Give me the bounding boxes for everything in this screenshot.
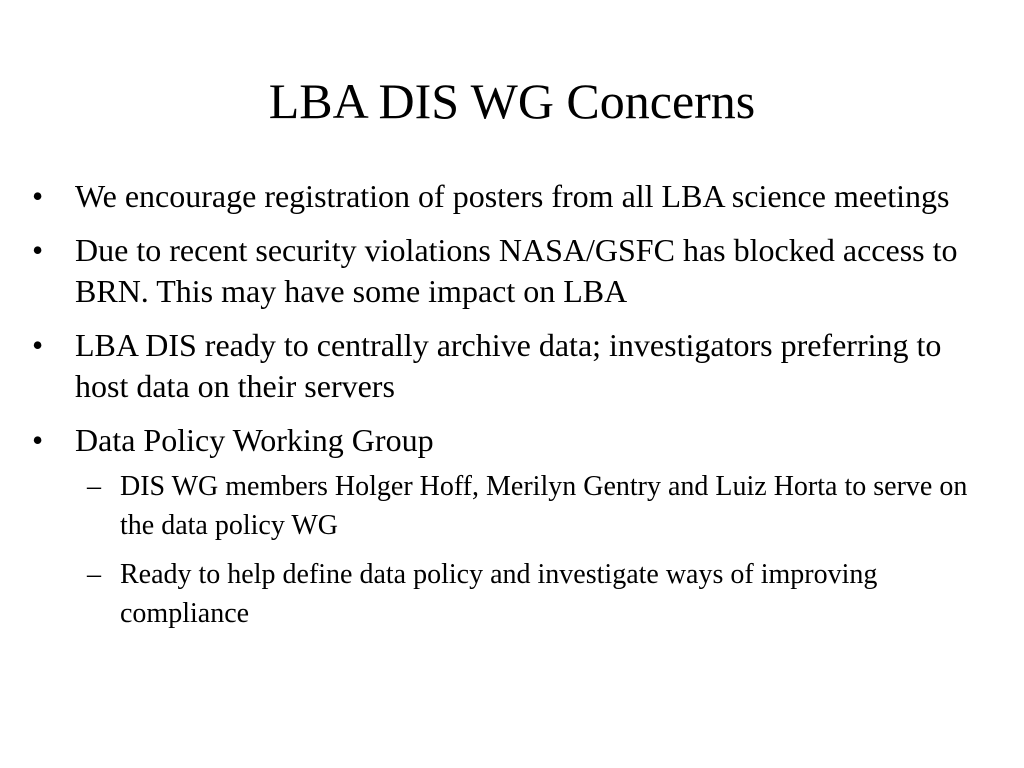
sub-bullet-text: DIS WG members Holger Hoff, Merilyn Gentry and Luiz Horta to serve on the data policy WG xyxy=(120,471,968,541)
sub-bullet-item xyxy=(75,467,992,545)
bullet-item xyxy=(32,176,992,217)
bullet-item xyxy=(32,230,992,312)
bullet-text: Data Policy Working Group xyxy=(75,422,434,458)
sub-bullet-marker: – xyxy=(87,559,101,590)
bullet-text: We encourage registration of posters from all LBA science meetings xyxy=(75,178,950,214)
bullet-list xyxy=(32,176,992,646)
sub-bullet-list xyxy=(75,467,992,633)
bullet-marker: • xyxy=(32,422,44,458)
bullet-marker: • xyxy=(32,327,44,363)
bullet-text: LBA DIS ready to centrally archive data; investigators preferring to host data on their servers xyxy=(75,327,942,404)
bullet-item xyxy=(32,325,992,407)
sub-bullet-marker: – xyxy=(87,471,101,502)
slide-title: LBA DIS WG Concerns xyxy=(268,73,756,129)
bullet-marker: • xyxy=(32,178,44,214)
sub-bullet-item xyxy=(75,555,992,633)
sub-bullet-text: Ready to help define data policy and investigate ways of improving compliance xyxy=(120,559,878,629)
bullet-marker: • xyxy=(32,232,44,268)
bullet-text: Due to recent security violations NASA/GSFC has blocked access to BRN. This may have some impact on LBA xyxy=(75,232,958,309)
bullet-item xyxy=(32,420,992,633)
